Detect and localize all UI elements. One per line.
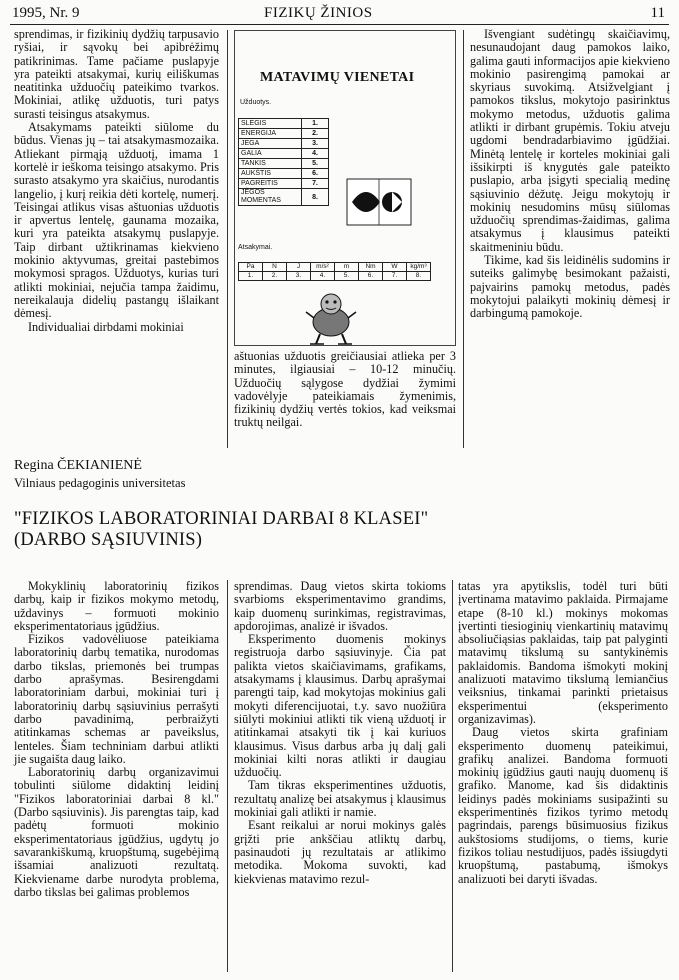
tasks-table bbox=[238, 118, 329, 206]
bottom-column-2 bbox=[234, 580, 446, 886]
answer-number-cell: 5. bbox=[335, 272, 359, 281]
quantity-cell: ENERGIJA bbox=[239, 129, 302, 139]
answer-number-cell: 4. bbox=[311, 272, 335, 281]
number-cell: 5. bbox=[302, 159, 329, 169]
number-cell: 7. bbox=[302, 179, 329, 189]
quantity-cell: PAGREITIS bbox=[239, 179, 302, 189]
paragraph: Daug vietos skirta grafiniam eksperimento duomenų pateikimui, grafikų analizei. Bandoma formuoti mokinių įgūdžius gauti naujų duomenų iš grafiko. Manome, kad šis didaktinis leidinys padės mokiniams susipažinti su eksperimentinės fizikos tyrimo metodų pagrindais, parengs būsimuosius fizikus aukštosioms studijoms, o tiems, kurie fizikos toliau nestudijuos, padės išsiugdyti kruopštumą, pastabumą, išmokys analizuoti bei daryti išvadas. bbox=[458, 725, 668, 886]
unit-cell: N bbox=[263, 263, 287, 272]
author-affiliation: Vilniaus pedagoginis universitetas bbox=[14, 476, 186, 490]
quantity-cell: AUKŠTIS bbox=[239, 169, 302, 179]
paragraph: sprendimas. Daug vietos skirta tokioms svarbioms eksperimentavimo grandims, kaip duomenų surinkimas, registravimas, apdorojimas, analizė ir išvados. bbox=[234, 579, 446, 633]
unit-cell: Nm bbox=[359, 263, 383, 272]
answer-number-cell: 1. bbox=[239, 272, 263, 281]
quantity-cell: TANKIS bbox=[239, 159, 302, 169]
journal-title: FIZIKŲ ŽINIOS bbox=[264, 5, 373, 21]
number-cell: 3. bbox=[302, 139, 329, 149]
paragraph: Individualiai dirbdami mokiniai bbox=[28, 319, 184, 334]
paragraph: Fizikos vadovėliuose pateikiama laboratorinių darbų tematika, nurodomas darbo tikslas, priemonės bei trumpas darbo aprašymas. Besirengdami laboratoriniam darbui, mokiniai turi į laboratorinių darbų sąsiuvinius perrašyti darbo pavadinimą, perbraižyti atitinkamas schemas ar paveikslus, lenteles. Šiam techniniam darbui atlikti jie sugaišta daug laiko. bbox=[14, 632, 219, 766]
column-divider bbox=[227, 580, 228, 972]
article-title: "FIZIKOS LABORATORINIAI DARBAI 8 KLASEI" bbox=[14, 509, 429, 529]
table-row bbox=[239, 139, 329, 149]
answer-number-cell: 2. bbox=[263, 272, 287, 281]
number-cell: 2. bbox=[302, 129, 329, 139]
unit-cell: W bbox=[383, 263, 407, 272]
answers-table bbox=[238, 262, 431, 281]
answer-number-cell: 3. bbox=[287, 272, 311, 281]
page-number: 11 bbox=[650, 5, 665, 21]
number-cell: 6. bbox=[302, 169, 329, 179]
tasks-label: Užduotys. bbox=[240, 99, 272, 106]
table-row bbox=[239, 129, 329, 139]
number-cell: 4. bbox=[302, 149, 329, 159]
figure-measurement-units bbox=[234, 30, 456, 346]
top-column-3 bbox=[470, 28, 670, 321]
table-row bbox=[239, 179, 329, 189]
column-divider bbox=[463, 30, 464, 448]
unit-cell: kg/m³ bbox=[407, 263, 431, 272]
bottom-column-1 bbox=[14, 580, 219, 899]
header-rule bbox=[10, 24, 669, 25]
paragraph: Esant reikalui ar norui mokinys galės grįžti prie ankščiau atliktų darbų, pasinaudoti jų rezultatais ar atlikimo metodika. Mokoma suvokti, kad kiekvienas matavimo rezul- bbox=[234, 818, 446, 886]
paragraph: Eksperimento duomenis mokinys registruoja darbo sąsiuvinyje. Čia pat palikta vietos skaičiavimams, grafikams, atsakymams į klausimus. Darbų aprašymai parengti taip, kad mokytojas mokinius gali mokyti diferencijuotai, t.y. savo nuožiūra siūlyti mokiniui atlikti tik vieną užduotį ir atitinkamai atsakyti tik į kai kuriuos klausimus. Visus darbus arba jų dalį gali mokiniai kilti noras atlikti ir daugiau užduočių. bbox=[234, 632, 446, 780]
number-cell: 1. bbox=[302, 119, 329, 129]
number-cell: 8. bbox=[302, 189, 329, 206]
bottom-column-3 bbox=[458, 580, 668, 886]
answer-number-cell: 6. bbox=[359, 272, 383, 281]
table-row bbox=[239, 119, 329, 129]
quantity-cell: JĖGA bbox=[239, 139, 302, 149]
quantity-cell: SLĖGIS bbox=[239, 119, 302, 129]
unit-cell: m/s² bbox=[311, 263, 335, 272]
cartoon-character-illustration bbox=[302, 288, 360, 346]
author-name: Regina ČEKIANIENĖ bbox=[14, 458, 142, 473]
figure-title: MATAVIMŲ VIENETAI bbox=[260, 70, 415, 85]
paragraph: sprendimas, ir fizikinių dydžių tarpusavio ryšiai, ir sąvokų bei apibrėžimų patikrinimas. Tame pačiame puslapyje yra pateikti atsakymai, kurių eiliškumas neatitinka užduočių pateikimo tvarkos. Mokiniai, atlikę užduotis, turi patys surasti teisingus atsakymus. bbox=[14, 27, 219, 121]
unit-cell: m bbox=[335, 263, 359, 272]
paragraph: Išvengiant sudėtingų skaičiavimų, nesunaudojant daug pamokos laiko, galima gauti informacijos apie kiekvieno mokinio pasirengimą pamokai ar skyriaus suvokimą. Atsižvelgiant į pamokos tikslus, mokytojo pasirinktus mokymo metodus, užduotis galima atlikti ir dirbant grupėmis. Tokiu atveju ugdomi bendradarbiavimo įgūdžiai. Minėtą lentelę ir korteles mokiniai gali išsikirpti iš knygutės gale pateikto puslapio, arba įsigyti specialią medinę sąsiuvinio dėžutę. Jeigu mokytojų ir mokinių nesudomins mūsų siūlomas užduočių sprendimas-žaidimas, galima atsakymus į klausimus pateikti skaitmeniniu būdu. bbox=[470, 27, 670, 254]
paragraph: Tam tikras eksperimentines užduotis, rezultatų analizę bei atsakymus į klausimus mokiniai gali atlikti ir namie. bbox=[234, 778, 446, 820]
answer-number-cell: 7. bbox=[383, 272, 407, 281]
table-row bbox=[239, 263, 431, 272]
table-row bbox=[239, 159, 329, 169]
answers-label: Atsakymai. bbox=[238, 244, 273, 251]
paragraph: tatas yra apytikslis, todėl turi būti įvertinama matavimo paklaida. Pirmajame etape (8-10 kl.) mokinys mokomas įvertinti tiesioginių vienkartinių matavimų absoliučiąsias paklaidas, taip pat palyginti matavimų tikslumą su santykinėmis paklaidomis. Bandoma išmokyti mokinį analizuoti matavimo tikslumą lemiančius veiksnius, tinkamai parinkti prietaisus eksperimentui (eksperimento organizavimas). bbox=[458, 579, 668, 726]
mosaic-pattern-icon bbox=[346, 178, 412, 226]
issue-label: 1995, Nr. 9 bbox=[12, 5, 80, 21]
unit-cell: J bbox=[287, 263, 311, 272]
paragraph: Laboratorinių darbų organizavimui tobulinti siūlome didaktinį leidinį "Fizikos laboratoriniai darbai 8 kl." (Darbo sąsiuvinis). Jis parengtas taip, kad padėtų formuoti mokinio eksperimentatoriaus įgūdžius, ugdytų jo savarankiškumą, kruopštumą, sugebėjimą išsamiai analizuoti rezultatą. Kiekviename darbe nurodyta problema, darbo tikslas bei galimas problemos bbox=[14, 765, 219, 899]
table-row bbox=[239, 149, 329, 159]
column-divider bbox=[227, 30, 228, 448]
table-row bbox=[239, 169, 329, 179]
quantity-cell: GALIA bbox=[239, 149, 302, 159]
table-row bbox=[239, 189, 329, 206]
unit-cell: Pa bbox=[239, 263, 263, 272]
article-subtitle: (DARBO SĄSIUVINIS) bbox=[14, 530, 203, 550]
top-column-2-text bbox=[234, 350, 456, 430]
paragraph: Mokyklinių laboratorinių fizikos darbų, kaip ir fizikos mokymo metodų, uždavinys – formuoti mokinio eksperimentatoriaus įgūdžius. bbox=[14, 579, 219, 633]
quantity-cell: JĖGOS MOMENTAS bbox=[239, 189, 302, 206]
answer-number-cell: 8. bbox=[407, 272, 431, 281]
paragraph: Tikime, kad šis leidinėlis sudomins ir suteiks galimybę besimokant pažaisti, pajvairins pamokų metodus, padės mokytojui palaikyti mokinių dėmesį ir darbingumą pamokoje. bbox=[470, 253, 670, 321]
paragraph: aštuonias užduotis greičiausiai atlieka per 3 minutes, ilgiausiai – 10-12 minučių. Užduočių sąlygose dydžiai žymimi vadovėlyje pateikiamais žymenimis, fizikinių dydžių vertės tokios, kad veiksmai truktų neilgai. bbox=[234, 349, 456, 430]
column-divider bbox=[452, 580, 453, 972]
paragraph: Atsakymams pateikti siūlome du būdus. Vienas jų – tai atsakymasmozaika. Atliekant pirmąją užduotį, imama 1 kortelė ir ieškoma teisingo atsakymo. Pris surasto atsakymo yra skaičius, nurodantis langelio, į kurį reikia dėti kortelę, numerį. Teisingai atlikus visas aštuonias užduotis ir apvertus lentelę, gaunama mozaika, kuri yra pateikta atsakymų puslapyje. Taip dirbant užtikrinamas kiekvieno mokinio aktyvumas, greitai pastebimos mokymosi spragos. Užduotys, kurias turi atlikti mokiniai, nejučia tampa žaidimu, nereikalauja didelių pastangų išlaikant dėmesį. bbox=[14, 120, 219, 321]
table-row bbox=[239, 272, 431, 281]
top-column-1 bbox=[14, 28, 219, 334]
